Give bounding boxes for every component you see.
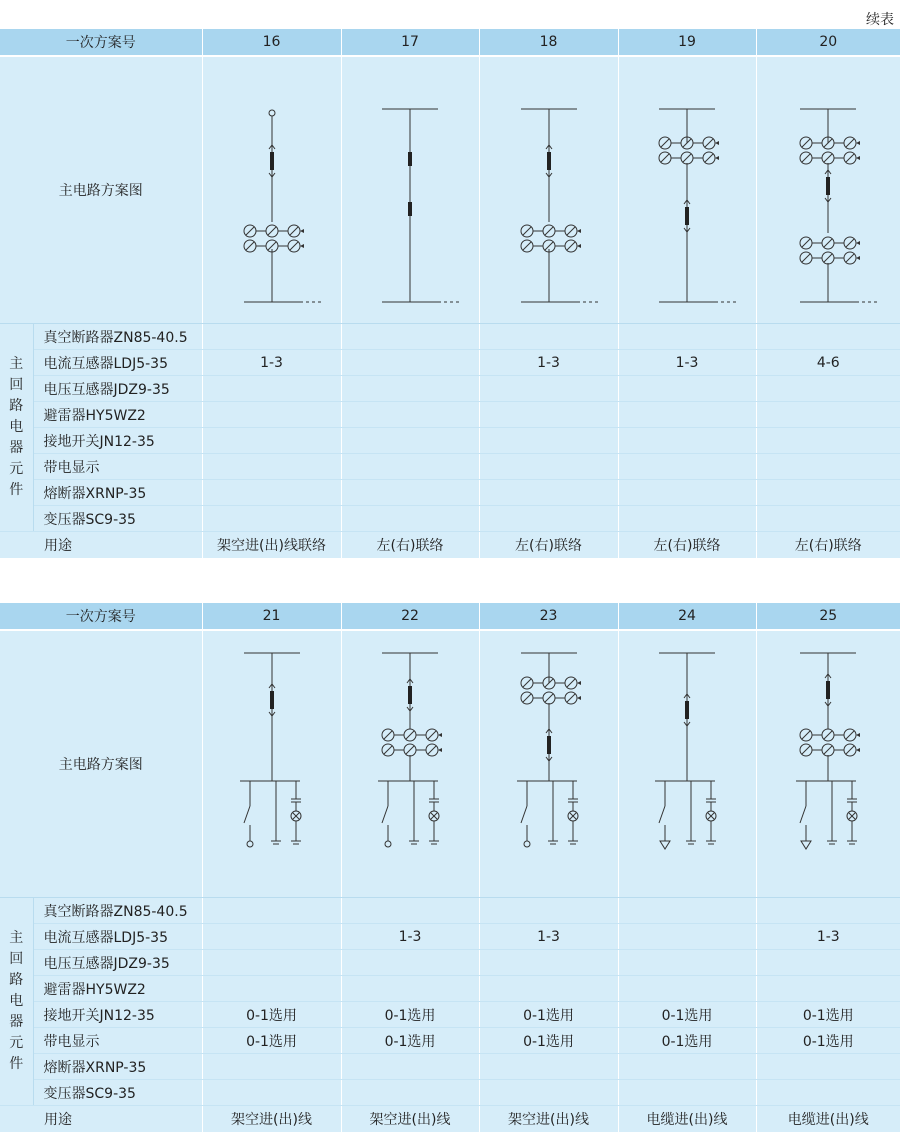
component-value [202,506,341,532]
circuit-diagram-svg [360,631,460,897]
ct-slash [846,154,854,162]
usage-value: 架空进(出)线 [341,1106,479,1133]
scheme-table-1 [0,29,900,558]
circuit-diagram [756,630,900,898]
component-row [0,1028,900,1054]
ct-slash [246,242,254,250]
ct-arrow-icon [577,229,581,233]
component-row [0,350,900,376]
scheme-no: 24 [618,603,756,630]
component-value [202,1054,341,1080]
component-value [202,976,341,1002]
circuit-diagram [202,630,341,898]
component-value: 0-1选用 [479,1002,618,1028]
ct-slash [406,746,414,754]
ct-arrow-icon [715,141,719,145]
component-value [756,428,900,454]
ct-arrow-icon [856,733,860,737]
usage-row [0,1106,900,1133]
component-value [618,898,756,924]
breaker-contact [408,152,412,166]
component-value [202,924,341,950]
component-value [341,950,479,976]
scheme-no: 25 [756,603,900,630]
component-value: 4-6 [756,350,900,376]
component-value [479,506,618,532]
component-row [0,976,900,1002]
cable-head-icon [660,841,670,849]
component-value: 1-3 [479,350,618,376]
ct-arrow-icon [856,256,860,260]
component-value [341,376,479,402]
component-value: 1-3 [479,924,618,950]
ct-slash [384,746,392,754]
component-value [756,1054,900,1080]
component-value [756,506,900,532]
component-value: 1-3 [341,924,479,950]
component-label: 带电显示 [33,454,202,480]
ct-slash [523,242,531,250]
ct-slash [846,254,854,262]
scheme-no: 17 [341,29,479,56]
ct-slash [523,679,531,687]
terminal-icon [247,841,253,847]
component-value [479,898,618,924]
component-row [0,950,900,976]
component-value: 1-3 [618,350,756,376]
earth-switch-blade [800,806,806,823]
component-row [0,1080,900,1106]
scheme-no: 22 [341,603,479,630]
component-row [0,1002,900,1028]
ct-slash [523,694,531,702]
circuit-diagram-svg [499,57,599,323]
component-value: 0-1选用 [341,1028,479,1054]
circuit-diagram [618,630,756,898]
terminal-icon [269,110,275,116]
circuit-diagram-svg [360,57,460,323]
circuit-diagram [756,56,900,324]
component-value: 0-1选用 [341,1002,479,1028]
circuit-diagram-svg [499,631,599,897]
component-label: 真空断路器ZN85-40.5 [33,898,202,924]
component-row [0,428,900,454]
component-label: 带电显示 [33,1028,202,1054]
component-value [202,480,341,506]
ct-slash [846,746,854,754]
component-value [341,480,479,506]
ct-arrow-icon [856,241,860,245]
ct-slash [705,139,713,147]
component-value [341,350,479,376]
usage-value: 架空进(出)线 [479,1106,618,1133]
component-value [341,402,479,428]
component-label: 电流互感器LDJ5-35 [33,350,202,376]
scheme-no: 19 [618,29,756,56]
ct-arrow-icon [856,141,860,145]
circuit-diagram [479,630,618,898]
breaker-contact [408,686,412,704]
ct-arrow-icon [300,244,304,248]
breaker-contact [826,681,830,699]
ct-slash [406,731,414,739]
circuit-diagram-svg [637,57,737,323]
header-row [0,29,900,56]
component-value [202,402,341,428]
ct-slash [545,227,553,235]
component-value [341,324,479,350]
ct-slash [705,154,713,162]
circuit-diagram-svg [222,57,322,323]
circuit-diagram [202,56,341,324]
usage-value: 左(右)联络 [479,532,618,559]
component-value [479,480,618,506]
component-label: 熔断器XRNP-35 [33,480,202,506]
ct-slash [846,139,854,147]
ct-slash [661,154,669,162]
component-value [479,402,618,428]
ct-slash [567,694,575,702]
diagram-row [0,630,900,898]
earth-switch-blade [521,806,527,823]
component-row [0,506,900,532]
component-value: 0-1选用 [202,1028,341,1054]
ct-slash [567,242,575,250]
ct-slash [290,227,298,235]
component-label: 电压互感器JDZ9-35 [33,376,202,402]
component-label: 接地开关JN12-35 [33,1002,202,1028]
component-label: 真空断路器ZN85-40.5 [33,324,202,350]
component-label: 熔断器XRNP-35 [33,1054,202,1080]
component-value [618,976,756,1002]
component-label: 电流互感器LDJ5-35 [33,924,202,950]
ct-slash [802,254,810,262]
component-row [0,324,900,350]
usage-value: 左(右)联络 [618,532,756,559]
usage-row [0,532,900,559]
component-value: 0-1选用 [479,1028,618,1054]
usage-value: 架空进(出)线 [202,1106,341,1133]
component-value [341,428,479,454]
component-value [618,428,756,454]
component-value [756,376,900,402]
component-value: 0-1选用 [618,1028,756,1054]
ct-arrow-icon [577,696,581,700]
component-label: 接地开关JN12-35 [33,428,202,454]
ct-slash [802,731,810,739]
component-value [618,454,756,480]
component-value [618,480,756,506]
breaker-contact [547,152,551,170]
component-value: 1-3 [756,924,900,950]
circuit-diagram-svg [778,631,878,897]
component-value [618,1080,756,1106]
scheme-no-label: 一次方案号 [0,29,202,56]
usage-value: 架空进(出)线联络 [202,532,341,559]
component-row [0,924,900,950]
component-value [202,324,341,350]
component-value [341,898,479,924]
ct-slash [428,746,436,754]
cable-head-icon [801,841,811,849]
circuit-diagram [341,630,479,898]
ct-arrow-icon [438,733,442,737]
component-value [202,428,341,454]
scheme-no: 18 [479,29,618,56]
circuit-diagram-svg [778,57,878,323]
component-row [0,1054,900,1080]
terminal-icon [385,841,391,847]
component-value [618,1054,756,1080]
component-value [341,454,479,480]
ct-arrow-icon [577,244,581,248]
component-value [202,950,341,976]
ct-slash [802,746,810,754]
component-value: 1-3 [202,350,341,376]
ct-slash [802,239,810,247]
component-row [0,898,900,924]
ct-slash [824,731,832,739]
component-value [618,950,756,976]
ct-slash [567,679,575,687]
ct-slash [683,154,691,162]
ct-slash [268,227,276,235]
ct-slash [824,239,832,247]
group-label: 主 回 路 电 器 元 件 [0,898,33,1106]
component-label: 电压互感器JDZ9-35 [33,950,202,976]
component-value [756,480,900,506]
ct-slash [523,227,531,235]
ct-arrow-icon [300,229,304,233]
ct-slash [246,227,254,235]
component-value: 0-1选用 [202,1002,341,1028]
scheme-no: 16 [202,29,341,56]
component-value [479,376,618,402]
breaker-contact [685,207,689,225]
ct-slash [545,242,553,250]
component-value [618,506,756,532]
component-value [479,1054,618,1080]
component-value: 0-1选用 [756,1002,900,1028]
ct-slash [846,731,854,739]
continued-label: 续表 [866,12,894,28]
scheme-no: 23 [479,603,618,630]
component-row [0,402,900,428]
earth-switch-blade [659,806,665,823]
scheme-no-label: 一次方案号 [0,603,202,630]
component-value [341,1080,479,1106]
circuit-diagram [341,56,479,324]
ct-slash [428,731,436,739]
component-value [202,898,341,924]
usage-value: 电缆进(出)线 [756,1106,900,1133]
ct-slash [290,242,298,250]
usage-value: 左(右)联络 [756,532,900,559]
circuit-diagram-svg [222,631,322,897]
ct-slash [824,254,832,262]
ct-slash [802,139,810,147]
component-value [756,324,900,350]
component-row [0,376,900,402]
component-row [0,454,900,480]
component-value [341,506,479,532]
diagram-label: 主电路方案图 [0,630,202,898]
ct-slash [268,242,276,250]
usage-label: 用途 [0,532,202,559]
breaker-contact [270,691,274,709]
component-value [756,898,900,924]
component-value [341,976,479,1002]
usage-value: 电缆进(出)线 [618,1106,756,1133]
component-value: 0-1选用 [618,1002,756,1028]
component-value [479,1080,618,1106]
component-value [479,976,618,1002]
component-value [618,924,756,950]
ct-arrow-icon [715,156,719,160]
usage-label: 用途 [0,1106,202,1133]
breaker-contact [270,152,274,170]
earth-switch-blade [244,806,250,823]
ct-arrow-icon [577,681,581,685]
scheme-no: 21 [202,603,341,630]
component-value [756,950,900,976]
diagram-label: 主电路方案图 [0,56,202,324]
component-value [479,428,618,454]
group-label: 主 回 路 电 器 元 件 [0,324,33,532]
component-value [341,1054,479,1080]
component-value [479,950,618,976]
component-value [202,376,341,402]
component-value [756,454,900,480]
component-label: 避雷器HY5WZ2 [33,976,202,1002]
breaker-contact [685,701,689,719]
diagram-row [0,56,900,324]
scheme-table-2 [0,603,900,1132]
ct-arrow-icon [438,748,442,752]
component-value: 0-1选用 [756,1028,900,1054]
component-label: 避雷器HY5WZ2 [33,402,202,428]
circuit-diagram [618,56,756,324]
component-value [756,1080,900,1106]
ct-slash [846,239,854,247]
component-value [618,324,756,350]
ct-slash [824,746,832,754]
component-value [756,402,900,428]
component-value [618,402,756,428]
ct-slash [567,227,575,235]
component-value [618,376,756,402]
component-value [202,454,341,480]
component-value [756,976,900,1002]
component-value [202,1080,341,1106]
ct-slash [824,154,832,162]
breaker-contact [826,177,830,195]
breaker-contact [408,202,412,216]
component-value [479,324,618,350]
circuit-diagram-svg [637,631,737,897]
usage-value: 左(右)联络 [341,532,479,559]
earth-switch-blade [382,806,388,823]
component-value [479,454,618,480]
scheme-no: 20 [756,29,900,56]
header-row [0,603,900,630]
ct-arrow-icon [856,748,860,752]
component-label: 变压器SC9-35 [33,506,202,532]
ct-slash [661,139,669,147]
component-row [0,480,900,506]
breaker-contact [547,736,551,754]
component-label: 变压器SC9-35 [33,1080,202,1106]
circuit-diagram [479,56,618,324]
ct-slash [384,731,392,739]
ct-slash [545,694,553,702]
ct-arrow-icon [856,156,860,160]
ct-slash [802,154,810,162]
terminal-icon [524,841,530,847]
